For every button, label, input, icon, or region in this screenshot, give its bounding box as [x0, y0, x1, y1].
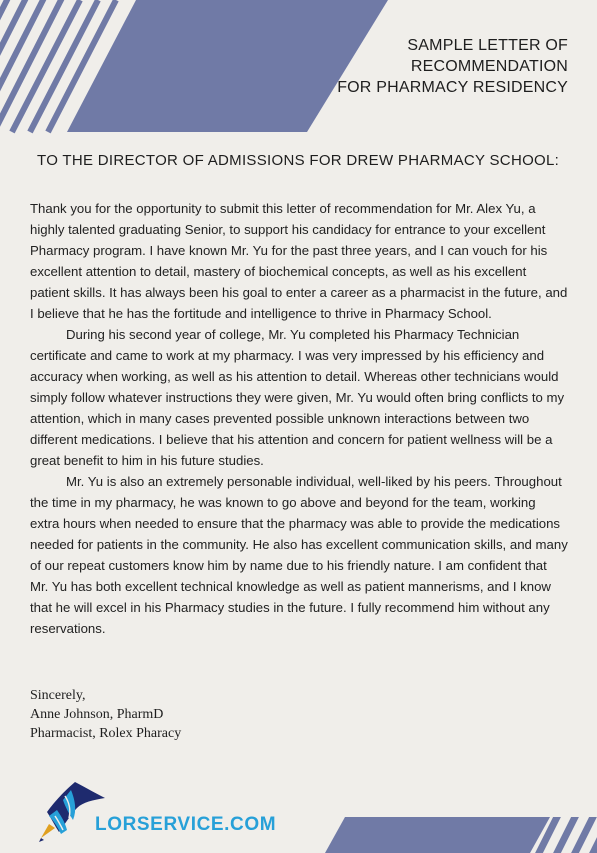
letter-salutation: TO THE DIRECTOR OF ADMISSIONS FOR DREW PHARMACY SCHOOL:: [37, 152, 560, 169]
signer-name: Anne Johnson, PharmD: [30, 707, 164, 722]
paragraph-2: During his second year of college, Mr. Yu completed his Pharmacy Technician certificate and came to work at my pharmacy. I was very impressed by his efficiency and accuracy when working, as well as his attention to detail. Whereas other technicians would simply follow whatever instructions they were given, Mr. Yu would often bring conflicts to my attention, which in many cases prevented possible unknown interactions between two different medications. I believe that his attention and concern for patient wellness will be a great benefit to him in his future studies.: [30, 327, 565, 468]
signature-block: [30, 686, 181, 743]
letter-body: [30, 198, 568, 639]
signer-title: Pharmacist, Rolex Pharacy: [30, 726, 182, 741]
footer-banner: [325, 817, 550, 853]
title-line-1: SAMPLE LETTER OF: [407, 37, 568, 54]
title-line-3: FOR PHARMACY RESIDENCY: [337, 79, 568, 96]
paragraph-3: Mr. Yu is also an extremely personable individual, well-liked by his peers. Throughout the time in my pharmacy, he was known to go above and beyond for the team, working extra hours when needed to ensure that the pharmacy was able to provide the medications needed for patients in the community. He also has excellent communication skills, and many of our repeat customers know him by name due to his friendly nature. I am confident that Mr. Yu has both excellent technical knowledge as well as patient mannerisms, and I know that he will excel in his Pharmacy studies in the future. I fully recommend him without any reservations.: [30, 474, 568, 636]
paragraph-1: Thank you for the opportunity to submit this letter of recommendation for Mr. Alex Yu, a highly talented graduating Senior, to support his candidacy for entrance to your excellent Pharmacy program. I have known Mr. Yu for the past three years, and I can vouch for his excellent attention to detail, mastery of biochemical concepts, as well as his excellent patient skills. It has always been his goal to enter a career as a pharmacist in the future, and I believe that he has the fortitude and intelligence to thrive in Pharmacy School.: [30, 201, 568, 321]
logo-text: LORSERVICE.COM: [95, 814, 277, 835]
title-line-2: RECOMMENDATION: [410, 58, 568, 75]
document-title: [337, 35, 568, 98]
closing-phrase: Sincerely,: [30, 688, 86, 703]
footer-decoration: [0, 817, 597, 853]
